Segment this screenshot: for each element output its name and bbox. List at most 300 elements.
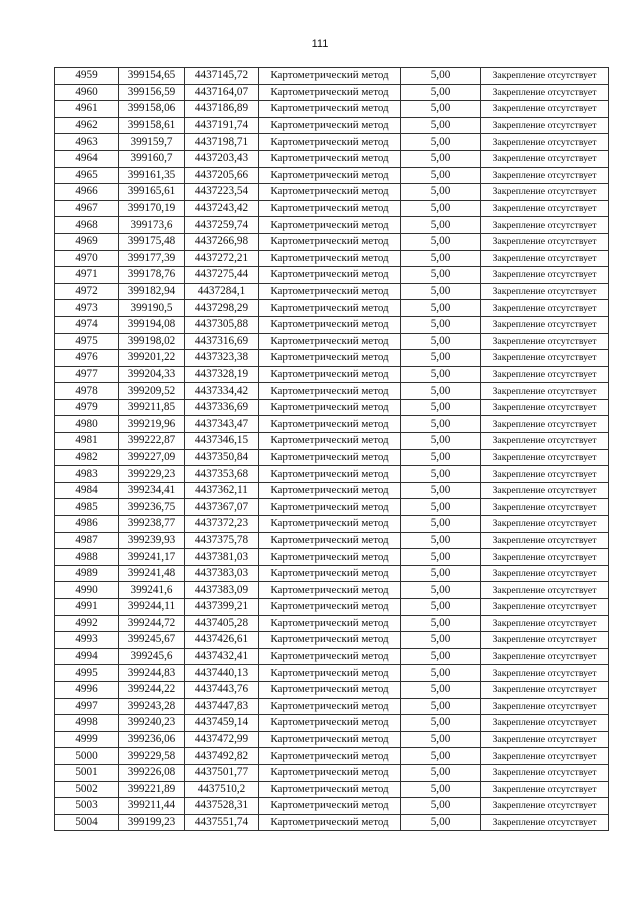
table-row <box>55 764 609 781</box>
x-coordinate-cell: 399209,52 <box>119 383 185 400</box>
y-coordinate-cell: 4437510,2 <box>185 781 259 798</box>
x-coordinate-cell: 399244,11 <box>119 599 185 616</box>
fixation-cell: Закрепление отсутствует <box>481 599 609 616</box>
x-coordinate-cell: 399154,65 <box>119 68 185 85</box>
accuracy-cell: 5,00 <box>401 798 481 815</box>
y-coordinate-cell: 4437353,68 <box>185 466 259 483</box>
accuracy-cell: 5,00 <box>401 731 481 748</box>
accuracy-cell: 5,00 <box>401 648 481 665</box>
x-coordinate-cell: 399240,23 <box>119 715 185 732</box>
fixation-cell: Закрепление отсутствует <box>481 316 609 333</box>
method-cell: Картометрический метод <box>259 117 401 134</box>
point-number-cell: 4996 <box>55 681 119 698</box>
accuracy-cell: 5,00 <box>401 499 481 516</box>
fixation-cell: Закрепление отсутствует <box>481 516 609 533</box>
fixation-cell: Закрепление отсутствует <box>481 267 609 284</box>
point-number-cell: 4962 <box>55 117 119 134</box>
table-row <box>55 449 609 466</box>
table-row <box>55 217 609 234</box>
accuracy-cell: 5,00 <box>401 416 481 433</box>
fixation-cell: Закрепление отсутствует <box>481 748 609 765</box>
x-coordinate-cell: 399229,58 <box>119 748 185 765</box>
x-coordinate-cell: 399244,72 <box>119 615 185 632</box>
y-coordinate-cell: 4437298,29 <box>185 300 259 317</box>
y-coordinate-cell: 4437305,88 <box>185 316 259 333</box>
table-row <box>55 798 609 815</box>
method-cell: Картометрический метод <box>259 184 401 201</box>
page-number: 111 <box>311 38 329 50</box>
table-row <box>55 715 609 732</box>
x-coordinate-cell: 399241,48 <box>119 565 185 582</box>
accuracy-cell: 5,00 <box>401 101 481 118</box>
accuracy-cell: 5,00 <box>401 217 481 234</box>
accuracy-cell: 5,00 <box>401 466 481 483</box>
y-coordinate-cell: 4437459,14 <box>185 715 259 732</box>
method-cell: Картометрический метод <box>259 665 401 682</box>
point-number-cell: 4980 <box>55 416 119 433</box>
accuracy-cell: 5,00 <box>401 698 481 715</box>
point-number-cell: 4971 <box>55 267 119 284</box>
table-row <box>55 68 609 85</box>
point-number-cell: 5004 <box>55 814 119 831</box>
y-coordinate-cell: 4437383,03 <box>185 565 259 582</box>
method-cell: Картометрический метод <box>259 267 401 284</box>
table-row <box>55 781 609 798</box>
table-row <box>55 366 609 383</box>
method-cell: Картометрический метод <box>259 698 401 715</box>
x-coordinate-cell: 399159,7 <box>119 134 185 151</box>
method-cell: Картометрический метод <box>259 748 401 765</box>
point-number-cell: 4991 <box>55 599 119 616</box>
accuracy-cell: 5,00 <box>401 582 481 599</box>
accuracy-cell: 5,00 <box>401 482 481 499</box>
method-cell: Картометрический метод <box>259 764 401 781</box>
table-row <box>55 549 609 566</box>
x-coordinate-cell: 399201,22 <box>119 350 185 367</box>
fixation-cell: Закрепление отсутствует <box>481 764 609 781</box>
table-row <box>55 632 609 649</box>
table-row <box>55 665 609 682</box>
y-coordinate-cell: 4437426,61 <box>185 632 259 649</box>
accuracy-cell: 5,00 <box>401 549 481 566</box>
x-coordinate-cell: 399158,61 <box>119 117 185 134</box>
accuracy-cell: 5,00 <box>401 350 481 367</box>
table-row <box>55 516 609 533</box>
y-coordinate-cell: 4437259,74 <box>185 217 259 234</box>
fixation-cell: Закрепление отсутствует <box>481 68 609 85</box>
method-cell: Картометрический метод <box>259 101 401 118</box>
accuracy-cell: 5,00 <box>401 200 481 217</box>
point-number-cell: 4999 <box>55 731 119 748</box>
x-coordinate-cell: 399239,93 <box>119 532 185 549</box>
method-cell: Картометрический метод <box>259 399 401 416</box>
fixation-cell: Закрепление отсутствует <box>481 499 609 516</box>
accuracy-cell: 5,00 <box>401 84 481 101</box>
method-cell: Картометрический метод <box>259 416 401 433</box>
table-row <box>55 814 609 831</box>
y-coordinate-cell: 4437372,23 <box>185 516 259 533</box>
point-number-cell: 4985 <box>55 499 119 516</box>
point-number-cell: 5000 <box>55 748 119 765</box>
point-number-cell: 4973 <box>55 300 119 317</box>
table-row <box>55 184 609 201</box>
method-cell: Картометрический метод <box>259 499 401 516</box>
point-number-cell: 4998 <box>55 715 119 732</box>
fixation-cell: Закрепление отсутствует <box>481 781 609 798</box>
point-number-cell: 5002 <box>55 781 119 798</box>
table-row <box>55 416 609 433</box>
table-row <box>55 599 609 616</box>
table-row <box>55 134 609 151</box>
accuracy-cell: 5,00 <box>401 715 481 732</box>
table-row <box>55 499 609 516</box>
point-number-cell: 4992 <box>55 615 119 632</box>
accuracy-cell: 5,00 <box>401 283 481 300</box>
fixation-cell: Закрепление отсутствует <box>481 798 609 815</box>
y-coordinate-cell: 4437323,38 <box>185 350 259 367</box>
method-cell: Картометрический метод <box>259 217 401 234</box>
table-row <box>55 283 609 300</box>
table-row <box>55 681 609 698</box>
y-coordinate-cell: 4437316,69 <box>185 333 259 350</box>
y-coordinate-cell: 4437375,78 <box>185 532 259 549</box>
fixation-cell: Закрепление отсутствует <box>481 814 609 831</box>
method-cell: Картометрический метод <box>259 715 401 732</box>
x-coordinate-cell: 399175,48 <box>119 233 185 250</box>
x-coordinate-cell: 399199,23 <box>119 814 185 831</box>
method-cell: Картометрический метод <box>259 582 401 599</box>
accuracy-cell: 5,00 <box>401 233 481 250</box>
point-number-cell: 4981 <box>55 433 119 450</box>
x-coordinate-cell: 399234,41 <box>119 482 185 499</box>
coordinates-table <box>54 67 609 831</box>
y-coordinate-cell: 4437346,15 <box>185 433 259 450</box>
accuracy-cell: 5,00 <box>401 433 481 450</box>
accuracy-cell: 5,00 <box>401 250 481 267</box>
fixation-cell: Закрепление отсутствует <box>481 84 609 101</box>
method-cell: Картометрический метод <box>259 648 401 665</box>
fixation-cell: Закрепление отсутствует <box>481 416 609 433</box>
fixation-cell: Закрепление отсутствует <box>481 433 609 450</box>
y-coordinate-cell: 4437205,66 <box>185 167 259 184</box>
table-row <box>55 565 609 582</box>
method-cell: Картометрический метод <box>259 615 401 632</box>
y-coordinate-cell: 4437328,19 <box>185 366 259 383</box>
table-row <box>55 267 609 284</box>
x-coordinate-cell: 399170,19 <box>119 200 185 217</box>
table-row <box>55 482 609 499</box>
x-coordinate-cell: 399165,61 <box>119 184 185 201</box>
table-row <box>55 316 609 333</box>
point-number-cell: 4982 <box>55 449 119 466</box>
y-coordinate-cell: 4437266,98 <box>185 233 259 250</box>
x-coordinate-cell: 399229,23 <box>119 466 185 483</box>
table-row <box>55 399 609 416</box>
fixation-cell: Закрепление отсутствует <box>481 681 609 698</box>
method-cell: Картометрический метод <box>259 549 401 566</box>
x-coordinate-cell: 399190,5 <box>119 300 185 317</box>
point-number-cell: 4990 <box>55 582 119 599</box>
x-coordinate-cell: 399173,6 <box>119 217 185 234</box>
fixation-cell: Закрепление отсутствует <box>481 632 609 649</box>
table-row <box>55 466 609 483</box>
accuracy-cell: 5,00 <box>401 814 481 831</box>
fixation-cell: Закрепление отсутствует <box>481 217 609 234</box>
accuracy-cell: 5,00 <box>401 399 481 416</box>
x-coordinate-cell: 399158,06 <box>119 101 185 118</box>
method-cell: Картометрический метод <box>259 300 401 317</box>
y-coordinate-cell: 4437440,13 <box>185 665 259 682</box>
point-number-cell: 4994 <box>55 648 119 665</box>
x-coordinate-cell: 399221,89 <box>119 781 185 798</box>
table-row <box>55 150 609 167</box>
fixation-cell: Закрепление отсутствует <box>481 532 609 549</box>
point-number-cell: 4995 <box>55 665 119 682</box>
y-coordinate-cell: 4437492,82 <box>185 748 259 765</box>
y-coordinate-cell: 4437191,74 <box>185 117 259 134</box>
y-coordinate-cell: 4437223,54 <box>185 184 259 201</box>
x-coordinate-cell: 399244,83 <box>119 665 185 682</box>
point-number-cell: 4984 <box>55 482 119 499</box>
point-number-cell: 4965 <box>55 167 119 184</box>
accuracy-cell: 5,00 <box>401 532 481 549</box>
x-coordinate-cell: 399227,09 <box>119 449 185 466</box>
table-row <box>55 350 609 367</box>
accuracy-cell: 5,00 <box>401 150 481 167</box>
method-cell: Картометрический метод <box>259 150 401 167</box>
y-coordinate-cell: 4437336,69 <box>185 399 259 416</box>
y-coordinate-cell: 4437198,71 <box>185 134 259 151</box>
y-coordinate-cell: 4437447,83 <box>185 698 259 715</box>
table-row <box>55 117 609 134</box>
fixation-cell: Закрепление отсутствует <box>481 466 609 483</box>
point-number-cell: 4966 <box>55 184 119 201</box>
method-cell: Картометрический метод <box>259 250 401 267</box>
table-row <box>55 101 609 118</box>
point-number-cell: 4989 <box>55 565 119 582</box>
fixation-cell: Закрепление отсутствует <box>481 350 609 367</box>
point-number-cell: 4977 <box>55 366 119 383</box>
method-cell: Картометрический метод <box>259 449 401 466</box>
method-cell: Картометрический метод <box>259 68 401 85</box>
accuracy-cell: 5,00 <box>401 383 481 400</box>
accuracy-cell: 5,00 <box>401 748 481 765</box>
y-coordinate-cell: 4437383,09 <box>185 582 259 599</box>
x-coordinate-cell: 399245,67 <box>119 632 185 649</box>
accuracy-cell: 5,00 <box>401 764 481 781</box>
method-cell: Картометрический метод <box>259 516 401 533</box>
method-cell: Картометрический метод <box>259 532 401 549</box>
fixation-cell: Закрепление отсутствует <box>481 698 609 715</box>
table-body <box>55 68 609 831</box>
method-cell: Картометрический метод <box>259 731 401 748</box>
y-coordinate-cell: 4437362,11 <box>185 482 259 499</box>
accuracy-cell: 5,00 <box>401 117 481 134</box>
accuracy-cell: 5,00 <box>401 333 481 350</box>
point-number-cell: 4974 <box>55 316 119 333</box>
point-number-cell: 5001 <box>55 764 119 781</box>
table-row <box>55 167 609 184</box>
point-number-cell: 4968 <box>55 217 119 234</box>
fixation-cell: Закрепление отсутствует <box>481 449 609 466</box>
accuracy-cell: 5,00 <box>401 599 481 616</box>
x-coordinate-cell: 399236,06 <box>119 731 185 748</box>
x-coordinate-cell: 399211,85 <box>119 399 185 416</box>
y-coordinate-cell: 4437275,44 <box>185 267 259 284</box>
y-coordinate-cell: 4437551,74 <box>185 814 259 831</box>
x-coordinate-cell: 399194,08 <box>119 316 185 333</box>
y-coordinate-cell: 4437164,07 <box>185 84 259 101</box>
y-coordinate-cell: 4437381,03 <box>185 549 259 566</box>
fixation-cell: Закрепление отсутствует <box>481 383 609 400</box>
accuracy-cell: 5,00 <box>401 366 481 383</box>
fixation-cell: Закрепление отсутствует <box>481 300 609 317</box>
table-row <box>55 433 609 450</box>
y-coordinate-cell: 4437243,42 <box>185 200 259 217</box>
fixation-cell: Закрепление отсутствует <box>481 615 609 632</box>
method-cell: Картометрический метод <box>259 84 401 101</box>
accuracy-cell: 5,00 <box>401 167 481 184</box>
accuracy-cell: 5,00 <box>401 516 481 533</box>
method-cell: Картометрический метод <box>259 681 401 698</box>
table-row <box>55 748 609 765</box>
fixation-cell: Закрепление отсутствует <box>481 366 609 383</box>
y-coordinate-cell: 4437472,99 <box>185 731 259 748</box>
fixation-cell: Закрепление отсутствует <box>481 167 609 184</box>
accuracy-cell: 5,00 <box>401 615 481 632</box>
accuracy-cell: 5,00 <box>401 449 481 466</box>
method-cell: Картометрический метод <box>259 283 401 300</box>
x-coordinate-cell: 399236,75 <box>119 499 185 516</box>
point-number-cell: 4970 <box>55 250 119 267</box>
method-cell: Картометрический метод <box>259 433 401 450</box>
accuracy-cell: 5,00 <box>401 316 481 333</box>
fixation-cell: Закрепление отсутствует <box>481 233 609 250</box>
x-coordinate-cell: 399243,28 <box>119 698 185 715</box>
x-coordinate-cell: 399219,96 <box>119 416 185 433</box>
y-coordinate-cell: 4437186,89 <box>185 101 259 118</box>
table-row <box>55 532 609 549</box>
point-number-cell: 4976 <box>55 350 119 367</box>
accuracy-cell: 5,00 <box>401 184 481 201</box>
x-coordinate-cell: 399238,77 <box>119 516 185 533</box>
y-coordinate-cell: 4437399,21 <box>185 599 259 616</box>
y-coordinate-cell: 4437443,76 <box>185 681 259 698</box>
x-coordinate-cell: 399177,39 <box>119 250 185 267</box>
y-coordinate-cell: 4437145,72 <box>185 68 259 85</box>
table-row <box>55 582 609 599</box>
fixation-cell: Закрепление отсутствует <box>481 715 609 732</box>
x-coordinate-cell: 399156,59 <box>119 84 185 101</box>
x-coordinate-cell: 399245,6 <box>119 648 185 665</box>
accuracy-cell: 5,00 <box>401 565 481 582</box>
method-cell: Картометрический метод <box>259 350 401 367</box>
x-coordinate-cell: 399241,17 <box>119 549 185 566</box>
accuracy-cell: 5,00 <box>401 68 481 85</box>
method-cell: Картометрический метод <box>259 466 401 483</box>
fixation-cell: Закрепление отсутствует <box>481 134 609 151</box>
point-number-cell: 4983 <box>55 466 119 483</box>
table-row <box>55 648 609 665</box>
y-coordinate-cell: 4437343,47 <box>185 416 259 433</box>
table-row <box>55 200 609 217</box>
fixation-cell: Закрепление отсутствует <box>481 565 609 582</box>
table-row <box>55 383 609 400</box>
fixation-cell: Закрепление отсутствует <box>481 482 609 499</box>
fixation-cell: Закрепление отсутствует <box>481 101 609 118</box>
accuracy-cell: 5,00 <box>401 681 481 698</box>
accuracy-cell: 5,00 <box>401 300 481 317</box>
y-coordinate-cell: 4437367,07 <box>185 499 259 516</box>
fixation-cell: Закрепление отсутствует <box>481 665 609 682</box>
accuracy-cell: 5,00 <box>401 134 481 151</box>
method-cell: Картометрический метод <box>259 200 401 217</box>
table-row <box>55 698 609 715</box>
point-number-cell: 4986 <box>55 516 119 533</box>
fixation-cell: Закрепление отсутствует <box>481 117 609 134</box>
fixation-cell: Закрепление отсутствует <box>481 250 609 267</box>
fixation-cell: Закрепление отсутствует <box>481 399 609 416</box>
table-row <box>55 333 609 350</box>
method-cell: Картометрический метод <box>259 599 401 616</box>
point-number-cell: 4997 <box>55 698 119 715</box>
point-number-cell: 5003 <box>55 798 119 815</box>
x-coordinate-cell: 399244,22 <box>119 681 185 698</box>
method-cell: Картометрический метод <box>259 233 401 250</box>
fixation-cell: Закрепление отсутствует <box>481 200 609 217</box>
method-cell: Картометрический метод <box>259 798 401 815</box>
point-number-cell: 4987 <box>55 532 119 549</box>
y-coordinate-cell: 4437405,28 <box>185 615 259 632</box>
x-coordinate-cell: 399211,44 <box>119 798 185 815</box>
point-number-cell: 4993 <box>55 632 119 649</box>
point-number-cell: 4988 <box>55 549 119 566</box>
fixation-cell: Закрепление отсутствует <box>481 283 609 300</box>
y-coordinate-cell: 4437272,21 <box>185 250 259 267</box>
table-row <box>55 233 609 250</box>
fixation-cell: Закрепление отсутствует <box>481 150 609 167</box>
fixation-cell: Закрепление отсутствует <box>481 731 609 748</box>
method-cell: Картометрический метод <box>259 781 401 798</box>
method-cell: Картометрический метод <box>259 333 401 350</box>
accuracy-cell: 5,00 <box>401 665 481 682</box>
x-coordinate-cell: 399160,7 <box>119 150 185 167</box>
table-row <box>55 84 609 101</box>
fixation-cell: Закрепление отсутствует <box>481 184 609 201</box>
y-coordinate-cell: 4437501,77 <box>185 764 259 781</box>
point-number-cell: 4978 <box>55 383 119 400</box>
method-cell: Картометрический метод <box>259 383 401 400</box>
x-coordinate-cell: 399198,02 <box>119 333 185 350</box>
fixation-cell: Закрепление отсутствует <box>481 333 609 350</box>
y-coordinate-cell: 4437432,41 <box>185 648 259 665</box>
y-coordinate-cell: 4437203,43 <box>185 150 259 167</box>
x-coordinate-cell: 399161,35 <box>119 167 185 184</box>
x-coordinate-cell: 399226,08 <box>119 764 185 781</box>
table-row <box>55 300 609 317</box>
table-row <box>55 250 609 267</box>
method-cell: Картометрический метод <box>259 366 401 383</box>
point-number-cell: 4961 <box>55 101 119 118</box>
y-coordinate-cell: 4437284,1 <box>185 283 259 300</box>
y-coordinate-cell: 4437334,42 <box>185 383 259 400</box>
table-row <box>55 731 609 748</box>
method-cell: Картометрический метод <box>259 482 401 499</box>
accuracy-cell: 5,00 <box>401 267 481 284</box>
accuracy-cell: 5,00 <box>401 781 481 798</box>
fixation-cell: Закрепление отсутствует <box>481 549 609 566</box>
point-number-cell: 4960 <box>55 84 119 101</box>
